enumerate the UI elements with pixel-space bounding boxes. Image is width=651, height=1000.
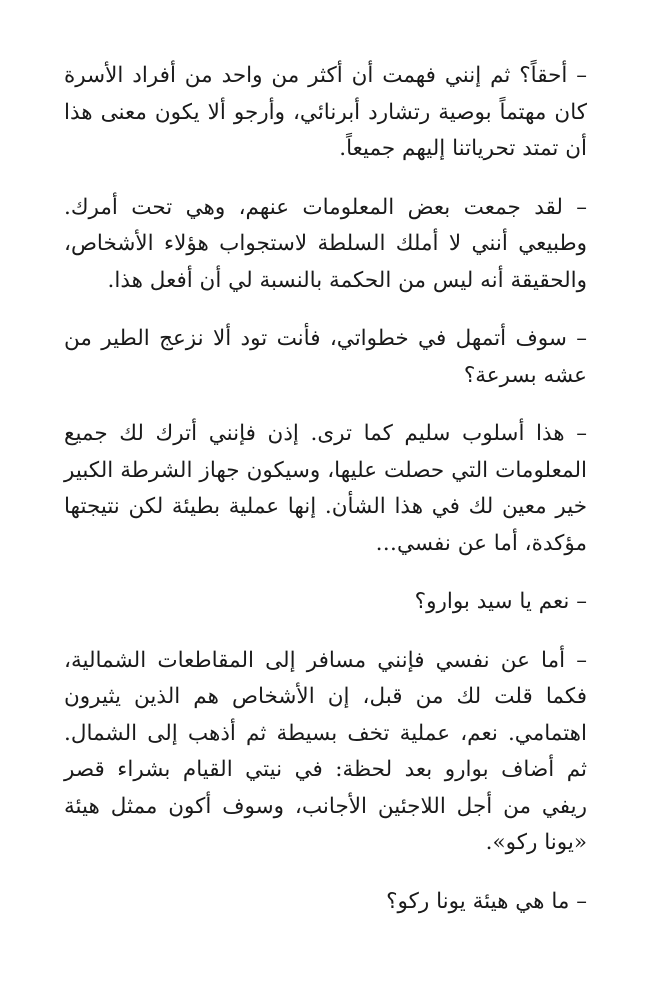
paragraph-3: – سوف أتمهل في خطواتي، فأنت تود ألا نزعج الطير من عشه بسرعة؟ bbox=[64, 326, 587, 388]
paragraph-4: – هذا أسلوب سليم كما ترى. إذن فإنني أترك لك جميع المعلومات التي حصلت عليها، وسيكون جهاز الشرطة الكبير خير معين لك في هذا الشأن. إنها عملية بطيئة لكن نتيجتها مؤكدة، أما عن نفسي… bbox=[64, 421, 587, 556]
paragraph-1: – أحقاً؟ ثم إنني فهمت أن أكثر من واحد من أفراد الأسرة كان مهتماً بوصية رتشارد أبرنائي، وأرجو ألا يكون معنى هذا أن تمتد تحرياتنا إليهم جميعاً. bbox=[64, 63, 587, 161]
page-text bbox=[64, 58, 587, 942]
paragraph-6: – أما عن نفسي فإنني مسافر إلى المقاطعات الشمالية، فكما قلت لك من قبل، إن الأشخاص هم الذين يثيرون اهتمامي. نعم، عملية تخف بسيطة ثم أذهب إلى الشمال. ثم أضاف بوارو بعد لحظة: في نيتي القيام بشراء قصر ريفي من أجل اللاجئين الأجانب، وسوف أكون ممثل هيئة «يونا ركو». bbox=[64, 647, 587, 855]
paragraph-5: – نعم يا سيد بوارو؟ bbox=[414, 589, 587, 614]
paragraph-7: – ما هي هيئة يونا ركو؟ bbox=[386, 888, 587, 914]
paragraph-2: – لقد جمعت بعض المعلومات عنهم، وهي تحت أمرك. وطبيعي أنني لا أملك السلطة لاستجواب هؤلاء الأشخاص، والحقيقة أنه ليس من الحكمة بالنسبة لي أن أفعل هذا. bbox=[64, 194, 587, 293]
